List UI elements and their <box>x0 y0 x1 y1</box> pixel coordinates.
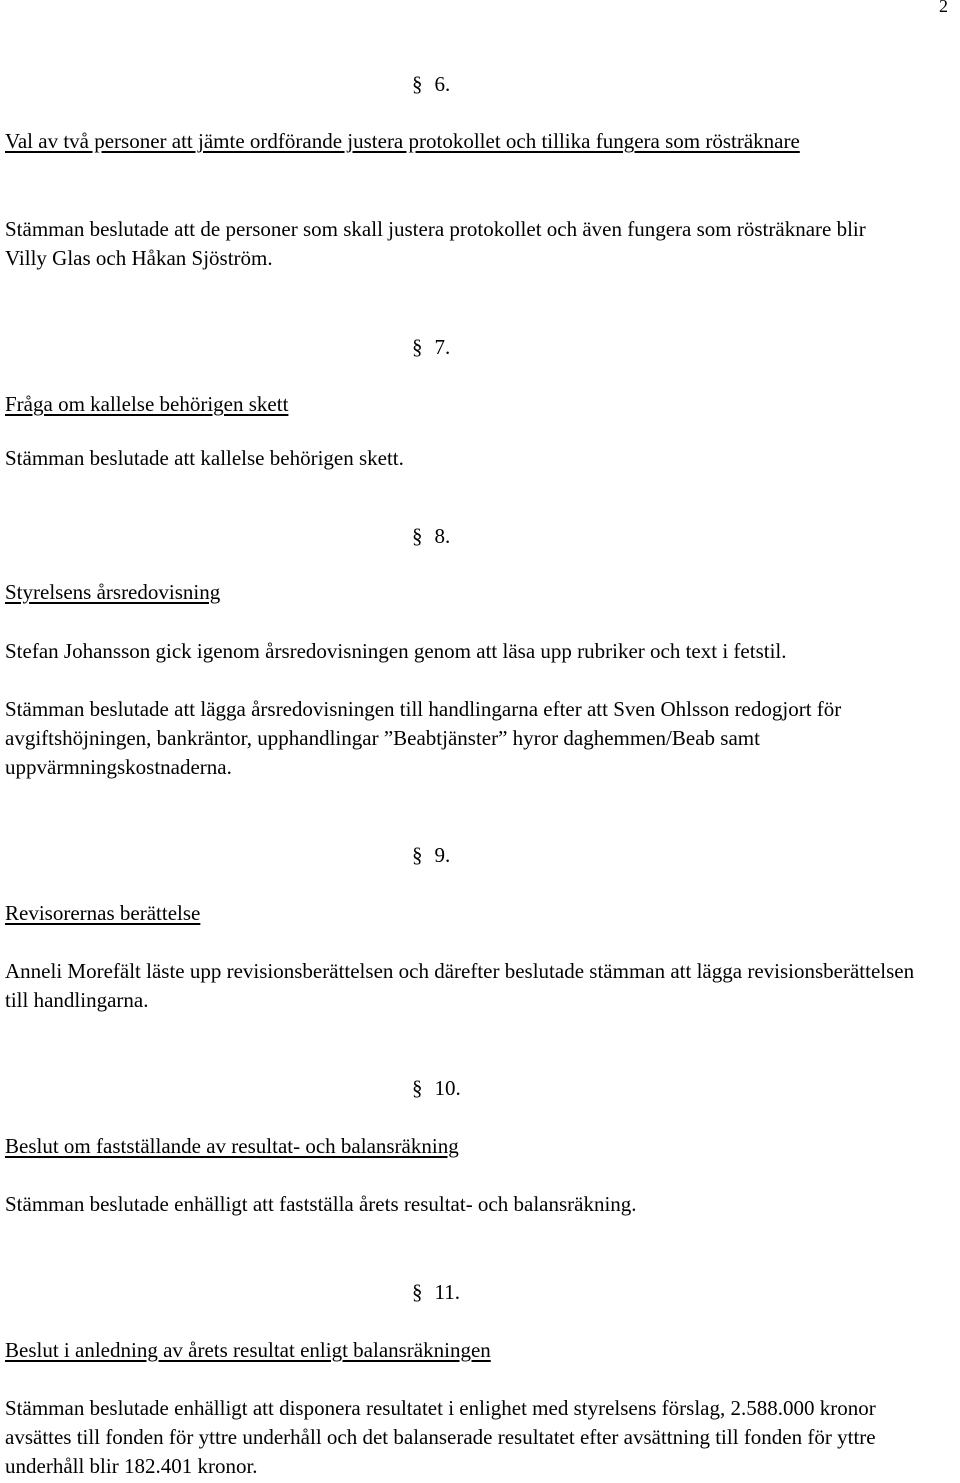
section-symbol: § <box>412 524 423 548</box>
section-9-paragraph: Anneli Morefält läste upp revisionsberättelsen och därefter beslutade stämman att lägga revisionsberättelsen till handlingarna. <box>5 959 915 1012</box>
section-symbol: § <box>412 335 423 359</box>
section-symbol: § <box>412 843 423 867</box>
section-8-paragraph-1: Stefan Johansson gick igenom årsredovisningen genom att läsa upp rubriker och text i fetstil. <box>5 639 787 663</box>
section-8-heading: Styrelsens årsredovisning <box>5 580 221 604</box>
section-8-paragraph-2: Stämman beslutade att lägga årsredovisningen till handlingarna efter att Sven Ohlsson redogjort för avgiftshöjningen, bankräntor, upphandlingar ”Beabtjänster” hyror daghemmen/Beab samt uppvärmningskostnaderna. <box>5 697 842 779</box>
section-number-7 <box>412 333 450 362</box>
section-number: 6. <box>434 72 451 96</box>
section-9-heading: Revisorernas berättelse <box>5 901 201 925</box>
section-number: 10. <box>434 1076 461 1100</box>
section-number-6 <box>412 70 450 99</box>
section-10-paragraph: Stämman beslutade enhälligt att fastställa årets resultat- och balansräkning. <box>5 1192 637 1216</box>
section-10-heading: Beslut om fastställande av resultat- och balansräkning <box>5 1134 459 1158</box>
section-11-heading: Beslut i anledning av årets resultat enligt balansräkningen <box>5 1338 491 1362</box>
section-number: 8. <box>434 524 451 548</box>
section-symbol: § <box>412 1076 423 1100</box>
section-number: 9. <box>434 843 451 867</box>
page-number: 2 <box>939 0 948 16</box>
section-symbol: § <box>412 72 423 96</box>
section-number-11 <box>412 1278 460 1307</box>
section-6-paragraph: Stämman beslutade att de personer som skall justera protokollet och även fungera som rösträknare blir Villy Glas och Håkan Sjöström. <box>5 217 866 270</box>
section-number-9 <box>412 841 450 870</box>
section-number-8 <box>412 522 450 551</box>
section-11-paragraph: Stämman beslutade enhälligt att disponera resultatet i enlighet med styrelsens förslag, 2.588.000 kronor avsättes till fonden för yttre underhåll och det balanserade resultatet efter avsättning till fonden för yttre underhåll blir 182.401 kronor. <box>5 1396 876 1478</box>
section-symbol: § <box>412 1280 423 1304</box>
section-7-heading: Fråga om kallelse behörigen skett <box>5 392 289 416</box>
section-7-paragraph: Stämman beslutade att kallelse behörigen skett. <box>5 446 404 470</box>
section-number: 7. <box>434 335 451 359</box>
section-6-heading: Val av två personer att jämte ordförande justera protokollet och tillika fungera som rösträknare <box>5 129 800 153</box>
section-number-10 <box>412 1074 461 1103</box>
section-number: 11. <box>434 1280 460 1304</box>
